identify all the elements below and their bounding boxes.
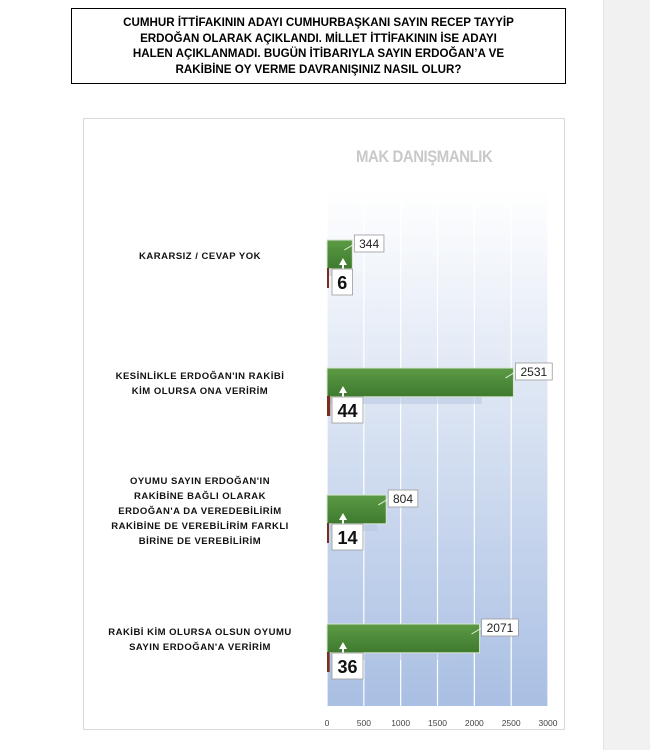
x-tick-label: 1000 — [391, 718, 411, 728]
percent-label: 6 — [337, 273, 348, 293]
category-label-line: KARARSIZ / CEVAP YOK — [139, 250, 261, 262]
value-label: 2531 — [520, 365, 548, 379]
percent-label: 44 — [337, 401, 358, 421]
x-tick-label: 1500 — [428, 718, 447, 728]
category-label-line: SAYIN ERDOĞAN'A VERİRİM — [129, 642, 271, 653]
bar-1 — [327, 368, 513, 397]
category-label-line: RAKİBİNE BAĞLI OLARAK — [134, 490, 266, 502]
category-label-line: BİRİNE DE VEREBİLİRİM — [138, 535, 262, 547]
percent-bar-0 — [327, 268, 329, 288]
percent-label: 14 — [337, 528, 358, 548]
bar-3 — [327, 624, 480, 653]
value-label: 2071 — [486, 621, 514, 635]
category-label-line: KİM OLURSA ONA VERİRİM — [131, 386, 269, 397]
question-line: RAKİBİNE OY VERME DAVRANIŞINIZ NASIL OLUR? — [175, 62, 462, 76]
category-label-line: ERDOĞAN'A DA VEREDEBİLİRİM — [118, 505, 282, 517]
value-label: 344 — [359, 237, 380, 251]
percent-label: 36 — [337, 657, 358, 677]
question-line: CUMHUR İTTİFAKININ ADAYI CUMHURBAŞKANI SAYIN RECEP TAYYİP — [123, 16, 514, 29]
x-tick-label: 0 — [324, 718, 330, 728]
category-label-line: OYUMU SAYIN ERDOĞAN'IN — [129, 475, 271, 487]
x-tick-label: 2000 — [464, 718, 484, 728]
percent-bar-3 — [327, 652, 330, 672]
x-tick-label: 500 — [356, 718, 371, 728]
category-label-line: KESİNLİKLE ERDOĞAN'IN RAKİBİ — [115, 371, 285, 382]
question-line: HALEN AÇIKLANMADI. BUGÜN İTİBARIYLA SAYIN ERDOĞAN’A VE — [132, 47, 505, 60]
x-tick-label: 2500 — [501, 718, 521, 728]
question-line: ERDOĞAN OLARAK AÇIKLANDI. MİLLET İTTİFAKININ İSE ADAYI — [140, 31, 497, 45]
value-label: 804 — [393, 492, 414, 506]
percent-bar-2 — [327, 523, 329, 543]
category-label-line: RAKİBİNE DE VEREBİLİRİM FARKLI — [111, 520, 289, 532]
brand-watermark: MAK DANIŞMANLIK — [356, 147, 493, 166]
bar-2 — [327, 495, 386, 524]
x-tick-label: 3000 — [538, 718, 558, 728]
percent-bar-1 — [327, 396, 330, 416]
category-label-line: RAKİBİ KİM OLURSA OLSUN OYUMU — [108, 627, 292, 638]
